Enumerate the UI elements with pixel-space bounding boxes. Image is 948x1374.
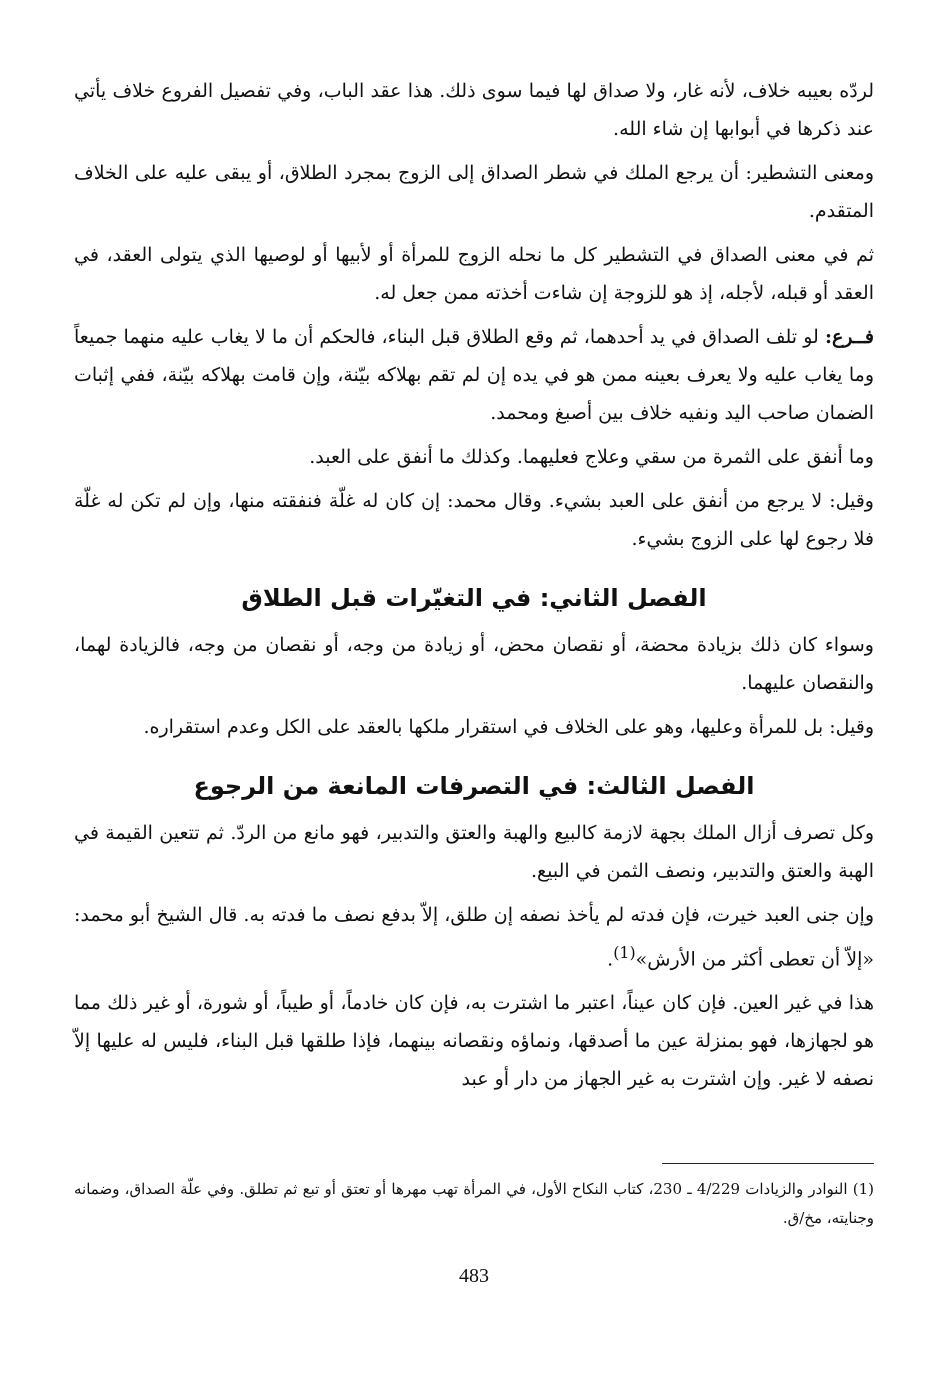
paragraph: وكل تصرف أزال الملك بجهة لازمة كالبيع والهبة والعتق والتدبير، فهو مانع من الردّ. ثم تتعين القيمة في الهبة والعتق والتدبير، ونصف الثمن في البيع. [74,822,874,882]
paragraph: وسواء كان ذلك بزيادة محضة، أو نقصان محض، أو زيادة من وجه، أو نقصان من وجه، فالزيادة لهما، والنقصان عليهما. [74,634,874,694]
footnote-reference: (1) [613,943,636,962]
far-label: فــرع: [824,326,875,348]
footnote-text: النوادر والزيادات 4/229 ـ 230، كتاب النكاح الأول، في المرأة تهب مهرها أو تعتق أو تبع ثم تطلق. وفي علّة الصداق، وضمانه وجنايته، مخ/ق. [74,1180,874,1227]
paragraph: ثم في معنى الصداق في التشطير كل ما نحله الزوج للمرأة أو لأبيها أو لوصيها الذي يتولى العقد، في العقد أو قبله، لأجله، إذ هو للزوجة إن شاءت أخذته ممن جعل له. [74,244,874,304]
quote-text: وإن جنى العبد خيرت، فإن فدته لم يأخذ نصفه إن طلق، إلاّ بدفع نصف ما فدته به. قال الشيخ أبو محمد: «إلاّ أن تعطى أكثر من الأرش» [74,904,874,971]
main-text [74,72,874,1104]
section-heading: الفصل الثالث: في التصرفات المانعة من الرجوع [193,772,755,800]
paragraph: وقيل: لا يرجع من أنفق على العبد بشيء. وقال محمد: إن كان له غلّة فنفقته منها، وإن لم تكن له غلّة فلا رجوع لها على الزوج بشيء. [74,490,874,550]
footnote-divider [662,1163,874,1164]
far-text: لو تلف الصداق في يد أحدهما، ثم وقع الطلاق قبل البناء، فالحكم أن ما لا يغاب عليه منهما جميعاً وما يغاب عليه ولا يعرف بعينه ممن هو في يده إن لم تقم بهلاكه بيّنة، وإن قامت بهلاكه بيّنة، ففي إثبات الضمان صاحب اليد ونفيه خلاف بين أصبغ ومحمد. [74,326,874,424]
paragraph: وقيل: بل للمرأة وعليها، وهو على الخلاف في استقرار ملكها بالعقد على الكل وعدم استقراره. [143,716,874,738]
far-paragraph [74,318,874,432]
footnote [74,1175,874,1233]
paragraph: وما أنفق على الثمرة من سقي وعلاج فعليهما. وكذلك ما أنفق على العبد. [309,446,874,468]
section-heading: الفصل الثاني: في التغيّرات قبل الطلاق [241,584,707,612]
paragraph: وإن جنى العبد خيرت، فإن فدته لم يأخذ نصفه إن طلق، إلاّ بدفع نصف ما فدته به. قال الشيخ أبو محمد: «إلاّ أن تعطى أكثر من الأرش»$^{(1)}$. [74,904,874,971]
footnote-marker: (1) [852,1180,874,1198]
paragraph: هذا في غير العين. فإن كان عيناً، اعتبر ما اشترت به، فإن كان خادماً، أو طيباً، أو شورة، أو غير ذلك مما هو لجهازها، فهو بمنزلة عين ما أصدقها، ونماؤه ونقصانه بينهما، فإذا طلقها قبل البناء، فليس له عليها إلاّ نصفه لا غير. وإن اشترت به غير الجهاز من دار أو عبد [74,992,874,1091]
paragraph: لردّه بعيبه خلاف، لأنه غار، ولا صداق لها فيما سوى ذلك. هذا عقد الباب، وفي تفصيل الفروع خلاف يأتي عند ذكرها في أبوابها إن شاء الله. [74,80,874,140]
page-number: 483 [459,1265,489,1287]
paragraph: ومعنى التشطير: أن يرجع الملك في شطر الصداق إلى الزوج بمجرد الطلاق، أو يبقى عليه على الخلاف المتقدم. [74,162,874,222]
